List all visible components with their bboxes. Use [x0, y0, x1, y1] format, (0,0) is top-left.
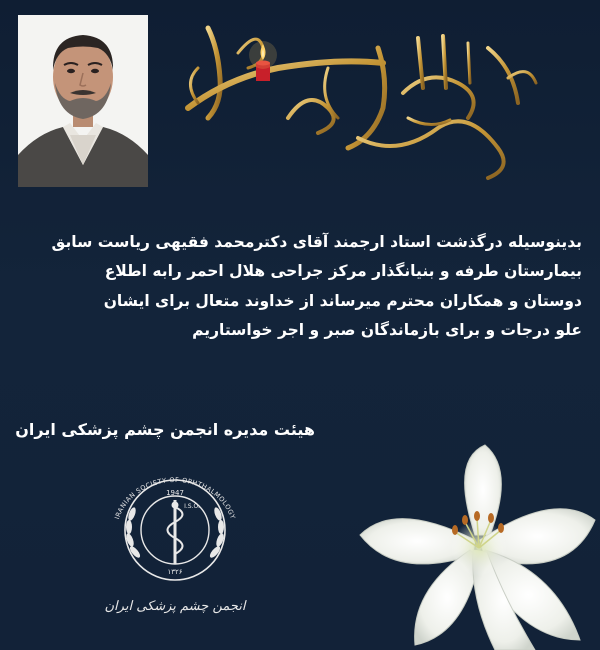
- portrait-photo: [18, 15, 148, 187]
- logo-year-en: 1947: [166, 489, 184, 497]
- message-line-3: دوستان و همکاران محترم میرساند از خداوند متعال برای ایشان: [103, 291, 582, 310]
- quran-verse-calligraphy: [168, 8, 548, 193]
- logo-name-fa: انجمن چشم پزشکی ایران: [104, 599, 246, 614]
- logo-year-fa: ۱۳۲۶: [167, 568, 183, 576]
- signature-board-of-directors: هیئت مدیره انجمن چشم پزشکی ایران: [15, 420, 315, 439]
- message-line-2: بیمارستان طرفه و بنیانگذار مرکز جراحی هلال احمر رابه اطلاع: [104, 262, 582, 281]
- message-line-4: علو درجات و برای بازماندگان صبر و اجر خواستاریم: [192, 321, 582, 340]
- logo-ring-text: IRANIAN SOCIETY OF OPHTHALMOLOGY: [113, 475, 237, 521]
- condolence-message: [20, 228, 582, 346]
- iranian-society-of-ophthalmology-logo: [100, 462, 250, 632]
- message-line-1: بدینوسیله درگذشت استاد ارجمند آقای دکترمحمد فقیهی ریاست سابق: [51, 233, 582, 251]
- white-lily-flower: [355, 440, 600, 650]
- logo-iso: I.S.O.: [184, 503, 200, 510]
